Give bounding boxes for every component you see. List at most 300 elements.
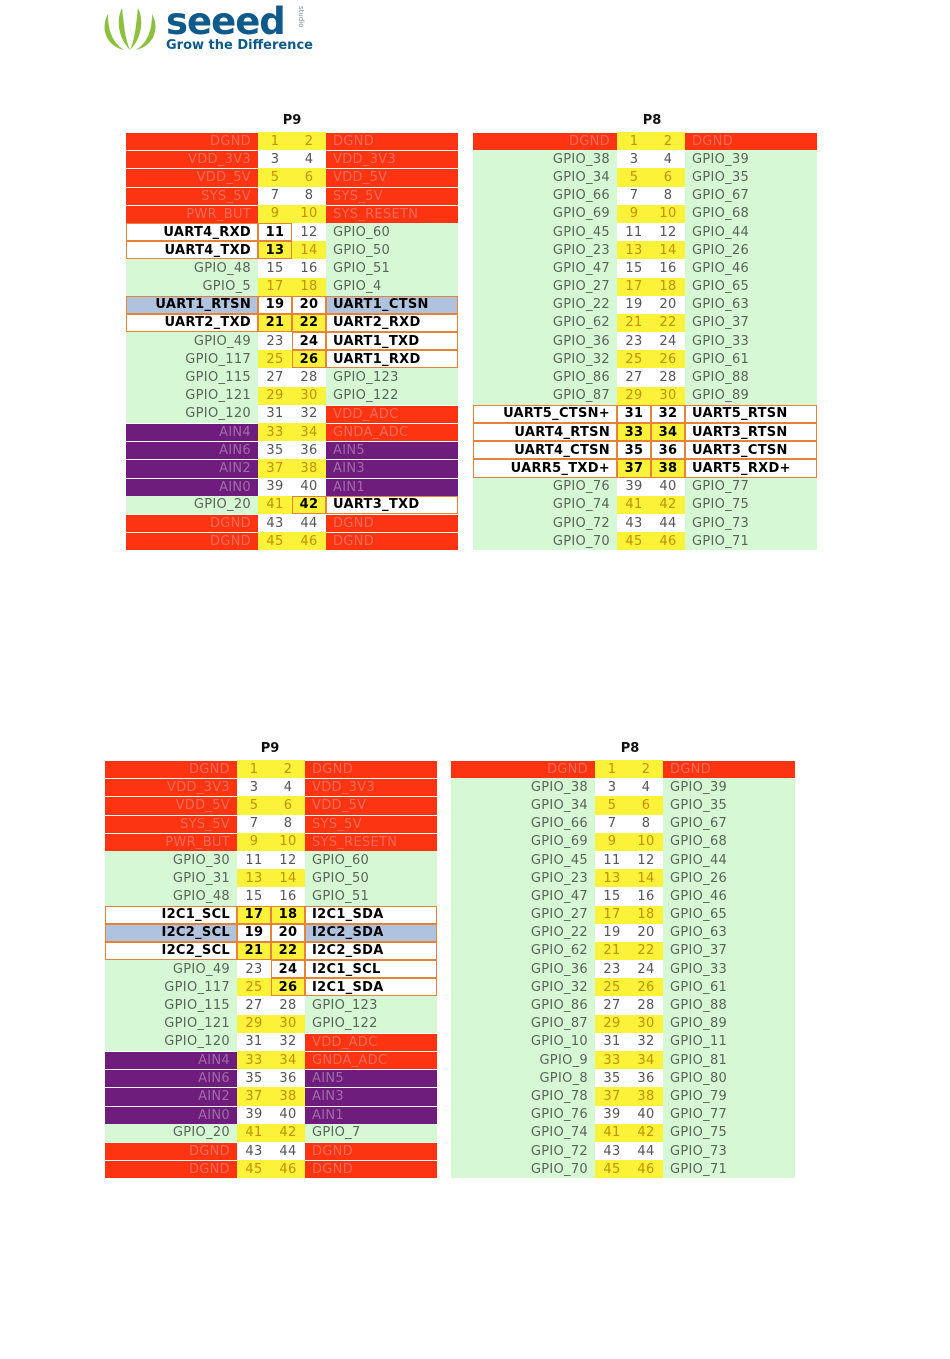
pin-name-right: GPIO_44 (663, 851, 795, 869)
pin-name-left: SYS_5V (126, 187, 258, 205)
pin-number-odd: 27 (258, 368, 292, 386)
pin-name-right: DGND (326, 514, 458, 532)
pin-name-right: VDD_5V (305, 796, 437, 814)
pin-number-even: 46 (271, 1160, 305, 1178)
pin-name-right: GPIO_75 (685, 496, 817, 514)
pin-number-odd: 15 (258, 259, 292, 277)
pin-number-odd: 35 (595, 1069, 629, 1087)
pin-number-odd: 29 (617, 387, 651, 405)
pin-name-left: AIN4 (126, 423, 258, 441)
pin-name-left: GPIO_62 (451, 942, 595, 960)
pin-name-left: UART5_CTSN+ (473, 405, 617, 423)
pin-name-right: GPIO_33 (663, 960, 795, 978)
pin-number-even: 36 (292, 441, 326, 459)
pin-name-left: GPIO_31 (105, 869, 237, 887)
pin-number-even: 10 (271, 833, 305, 851)
pin-name-left: DGND (126, 532, 258, 550)
pin-number-odd: 13 (617, 241, 651, 259)
pin-number-even: 42 (271, 1124, 305, 1142)
pin-number-even: 10 (629, 833, 663, 851)
pin-name-left: UART4_TXD (126, 241, 258, 259)
pin-name-left: UART4_RXD (126, 223, 258, 241)
pin-number-even: 40 (651, 478, 685, 496)
pin-name-left: GPIO_32 (451, 978, 595, 996)
pin-number-odd: 37 (617, 459, 651, 477)
pin-number-even: 22 (292, 314, 326, 332)
pin-number-odd: 15 (617, 259, 651, 277)
pin-name-right: VDD_ADC (326, 405, 458, 423)
pin-number-even: 26 (271, 978, 305, 996)
pin-number-odd: 29 (595, 1015, 629, 1033)
pin-name-right: AIN1 (326, 478, 458, 496)
pin-name-left: DGND (473, 132, 617, 150)
pin-number-even: 8 (292, 187, 326, 205)
pin-number-even: 26 (629, 978, 663, 996)
pin-number-even: 22 (651, 314, 685, 332)
pin-name-right: I2C1_SDA (305, 906, 437, 924)
pin-number-odd: 33 (617, 423, 651, 441)
pin-number-even: 10 (651, 205, 685, 223)
pin-name-right: VDD_ADC (305, 1033, 437, 1051)
pin-number-odd: 41 (237, 1124, 271, 1142)
pin-name-left: GPIO_115 (126, 368, 258, 386)
pin-name-left: GPIO_74 (451, 1124, 595, 1142)
pin-number-odd: 7 (237, 815, 271, 833)
pin-number-even: 30 (629, 1015, 663, 1033)
pin-name-right: I2C1_SDA (305, 978, 437, 996)
pin-name-right: GPIO_123 (326, 368, 458, 386)
pin-number-odd: 45 (617, 532, 651, 550)
pin-name-right: UART1_TXD (326, 332, 458, 350)
pin-number-odd: 17 (617, 278, 651, 296)
pin-name-left: GPIO_9 (451, 1051, 595, 1069)
pin-name-right: GPIO_7 (305, 1124, 437, 1142)
pin-number-even: 42 (629, 1124, 663, 1142)
pin-name-right: SYS_RESETN (326, 205, 458, 223)
pin-number-even: 18 (651, 278, 685, 296)
seeed-logo (100, 0, 313, 54)
pin-number-even: 28 (629, 996, 663, 1014)
pin-number-odd: 37 (237, 1087, 271, 1105)
pin-name-left: GPIO_66 (473, 187, 617, 205)
pin-name-left: GPIO_32 (473, 350, 617, 368)
pin-name-right: GPIO_75 (663, 1124, 795, 1142)
pin-name-right: UART3_CTSN (685, 441, 817, 459)
pin-number-even: 2 (629, 760, 663, 778)
pin-name-left: AIN6 (126, 441, 258, 459)
pin-name-right: GPIO_68 (685, 205, 817, 223)
pin-number-even: 30 (271, 1015, 305, 1033)
pin-name-right: GPIO_71 (663, 1160, 795, 1178)
pin-name-left: GPIO_76 (451, 1106, 595, 1124)
pin-number-even: 42 (651, 496, 685, 514)
pin-name-left: DGND (105, 1160, 237, 1178)
pin-number-even: 34 (651, 423, 685, 441)
pin-number-even: 22 (629, 942, 663, 960)
pin-number-odd: 27 (595, 996, 629, 1014)
pin-name-left: AIN6 (105, 1069, 237, 1087)
pin-number-odd: 31 (617, 405, 651, 423)
pin-number-odd: 1 (595, 760, 629, 778)
pin-number-even: 2 (271, 760, 305, 778)
pin-number-odd: 17 (258, 278, 292, 296)
pin-name-right: UART1_CTSN (326, 296, 458, 314)
pin-name-left: GPIO_47 (451, 887, 595, 905)
pin-name-left: GPIO_74 (473, 496, 617, 514)
pin-name-right: GPIO_80 (663, 1069, 795, 1087)
pin-number-odd: 9 (595, 833, 629, 851)
pin-number-odd: 13 (237, 869, 271, 887)
pin-number-odd: 1 (258, 132, 292, 150)
pin-number-odd: 39 (237, 1106, 271, 1124)
pin-name-left: AIN0 (126, 478, 258, 496)
pin-name-left: GPIO_120 (126, 405, 258, 423)
pin-name-left: AIN2 (105, 1087, 237, 1105)
pin-number-odd: 31 (595, 1033, 629, 1051)
pin-number-odd: 23 (595, 960, 629, 978)
pin-name-right: GPIO_37 (685, 314, 817, 332)
pin-name-right: VDD_3V3 (326, 150, 458, 168)
pin-number-odd: 39 (595, 1106, 629, 1124)
pin-number-odd: 25 (595, 978, 629, 996)
pin-number-odd: 21 (258, 314, 292, 332)
pin-number-even: 20 (292, 296, 326, 314)
pin-name-right: GPIO_89 (685, 387, 817, 405)
pin-name-left: PWR_BUT (126, 205, 258, 223)
pin-number-even: 34 (271, 1051, 305, 1069)
pin-number-even: 28 (651, 368, 685, 386)
pin-number-even: 28 (271, 996, 305, 1014)
pin-number-even: 44 (651, 514, 685, 532)
pin-name-right: SYS_RESETN (305, 833, 437, 851)
pin-name-right: GNDA_ADC (305, 1051, 437, 1069)
pin-number-odd: 27 (237, 996, 271, 1014)
pin-number-even: 14 (651, 241, 685, 259)
pin-number-odd: 35 (237, 1069, 271, 1087)
pin-name-left: GPIO_30 (105, 851, 237, 869)
pin-number-odd: 35 (617, 441, 651, 459)
pin-number-even: 8 (651, 187, 685, 205)
pin-number-even: 12 (651, 223, 685, 241)
pin-number-odd: 45 (237, 1160, 271, 1178)
pin-number-even: 6 (271, 796, 305, 814)
pin-name-left: GPIO_22 (473, 296, 617, 314)
pin-name-right: GPIO_81 (663, 1051, 795, 1069)
pin-name-right: GPIO_60 (326, 223, 458, 241)
pin-number-even: 46 (292, 532, 326, 550)
pin-name-left: GPIO_34 (473, 168, 617, 186)
pin-number-even: 36 (651, 441, 685, 459)
pin-number-odd: 41 (258, 496, 292, 514)
pin-name-left: VDD_5V (105, 796, 237, 814)
pin-name-left: I2C1_SCL (105, 906, 237, 924)
pin-number-odd: 15 (595, 887, 629, 905)
pin-name-left: VDD_3V3 (126, 150, 258, 168)
pin-name-right: GPIO_77 (663, 1106, 795, 1124)
pin-number-odd: 7 (595, 815, 629, 833)
pin-number-odd: 33 (237, 1051, 271, 1069)
pin-name-left: SYS_5V (105, 815, 237, 833)
pin-number-odd: 21 (617, 314, 651, 332)
pin-number-odd: 5 (237, 796, 271, 814)
pin-number-even: 6 (629, 796, 663, 814)
pin-number-odd: 19 (258, 296, 292, 314)
pin-number-odd: 3 (617, 150, 651, 168)
pin-number-odd: 33 (595, 1051, 629, 1069)
pin-name-right: DGND (305, 760, 437, 778)
pin-number-even: 32 (629, 1033, 663, 1051)
pin-name-right: GPIO_88 (663, 996, 795, 1014)
pin-number-even: 2 (651, 132, 685, 150)
pin-name-left: UARR5_TXD+ (473, 459, 617, 477)
pin-name-right: GPIO_61 (663, 978, 795, 996)
pin-name-right: AIN3 (326, 459, 458, 477)
pin-name-right: AIN5 (305, 1069, 437, 1087)
pin-name-left: GPIO_27 (473, 278, 617, 296)
pin-number-even: 44 (629, 1142, 663, 1160)
pin-name-right: AIN3 (305, 1087, 437, 1105)
pin-name-right: GPIO_26 (685, 241, 817, 259)
pin-number-odd: 23 (237, 960, 271, 978)
pin-number-even: 24 (292, 332, 326, 350)
pin-name-left: AIN4 (105, 1051, 237, 1069)
pin-number-even: 12 (271, 851, 305, 869)
pin-number-even: 42 (292, 496, 326, 514)
pin-name-right: GPIO_77 (685, 478, 817, 496)
pin-number-odd: 25 (617, 350, 651, 368)
pin-number-odd: 23 (617, 332, 651, 350)
pin-name-left: DGND (105, 1142, 237, 1160)
pin-number-even: 4 (651, 150, 685, 168)
pin-number-odd: 7 (258, 187, 292, 205)
pin-name-right: GPIO_65 (685, 278, 817, 296)
pin-number-even: 18 (271, 906, 305, 924)
pin-number-odd: 43 (258, 514, 292, 532)
pin-name-right: GPIO_79 (663, 1087, 795, 1105)
pin-number-even: 46 (651, 532, 685, 550)
pin-number-odd: 45 (258, 532, 292, 550)
pin-number-odd: 11 (617, 223, 651, 241)
pin-name-right: GPIO_26 (663, 869, 795, 887)
pin-number-even: 38 (271, 1087, 305, 1105)
pin-name-right: UART5_RTSN (685, 405, 817, 423)
pin-number-even: 24 (629, 960, 663, 978)
pin-name-right: GPIO_46 (663, 887, 795, 905)
pin-number-odd: 29 (237, 1015, 271, 1033)
pin-name-right: GPIO_61 (685, 350, 817, 368)
pin-number-odd: 37 (258, 459, 292, 477)
pin-number-even: 32 (292, 405, 326, 423)
pin-number-even: 36 (271, 1069, 305, 1087)
pin-name-right: DGND (663, 760, 795, 778)
pin-name-left: UART4_CTSN (473, 441, 617, 459)
pin-number-odd: 19 (237, 924, 271, 942)
pin-name-right: GPIO_122 (305, 1015, 437, 1033)
pin-name-right: AIN5 (326, 441, 458, 459)
pin-number-odd: 25 (237, 978, 271, 996)
pin-number-odd: 33 (258, 423, 292, 441)
pin-name-right: GPIO_33 (685, 332, 817, 350)
pin-number-odd: 35 (258, 441, 292, 459)
pin-name-right: DGND (685, 132, 817, 150)
pin-name-left: DGND (126, 132, 258, 150)
pin-name-right: GPIO_73 (685, 514, 817, 532)
pin-name-right: GPIO_35 (663, 796, 795, 814)
pin-name-left: GPIO_87 (473, 387, 617, 405)
pin-number-odd: 43 (237, 1142, 271, 1160)
pin-number-even: 38 (292, 459, 326, 477)
pin-number-odd: 43 (595, 1142, 629, 1160)
pin-name-right: GPIO_65 (663, 906, 795, 924)
pin-number-even: 30 (292, 387, 326, 405)
pin-number-even: 34 (629, 1051, 663, 1069)
pin-name-left: GPIO_38 (473, 150, 617, 168)
pin-number-odd: 9 (237, 833, 271, 851)
pin-name-left: VDD_5V (126, 168, 258, 186)
pin-name-left: GPIO_78 (451, 1087, 595, 1105)
pin-name-right: GPIO_122 (326, 387, 458, 405)
pin-name-right: VDD_5V (326, 168, 458, 186)
logo-studio-label: studio (297, 6, 305, 28)
pin-name-right: GPIO_67 (663, 815, 795, 833)
pin-number-even: 44 (271, 1142, 305, 1160)
pin-name-left: GPIO_45 (451, 851, 595, 869)
pin-number-odd: 3 (258, 150, 292, 168)
i2c-p8-pinout-table (451, 760, 795, 1178)
pin-name-left: GPIO_45 (473, 223, 617, 241)
pin-number-odd: 3 (237, 778, 271, 796)
pin-name-right: GNDA_ADC (326, 423, 458, 441)
pin-name-left: GPIO_23 (473, 241, 617, 259)
pin-number-even: 4 (271, 778, 305, 796)
pin-name-right: GPIO_46 (685, 259, 817, 277)
pin-number-even: 26 (292, 350, 326, 368)
pin-number-odd: 29 (258, 387, 292, 405)
pin-name-left: AIN0 (105, 1106, 237, 1124)
i2c-p9-pinout-table (105, 760, 437, 1178)
pin-number-even: 38 (651, 459, 685, 477)
pin-name-left: GPIO_121 (105, 1015, 237, 1033)
pin-number-odd: 11 (258, 223, 292, 241)
pin-name-left: GPIO_72 (473, 514, 617, 532)
pin-name-right: GPIO_88 (685, 368, 817, 386)
pin-number-odd: 41 (595, 1124, 629, 1142)
i2c-p9-header: P9 (260, 741, 280, 756)
uart-p8-header: P8 (642, 113, 662, 128)
pin-name-right: GPIO_51 (326, 259, 458, 277)
pin-name-right: SYS_5V (305, 815, 437, 833)
pin-number-even: 40 (271, 1106, 305, 1124)
pin-name-left: GPIO_69 (451, 833, 595, 851)
pin-number-even: 32 (651, 405, 685, 423)
pin-name-right: I2C2_SDA (305, 942, 437, 960)
pin-name-left: GPIO_86 (473, 368, 617, 386)
pin-number-even: 12 (292, 223, 326, 241)
pin-name-left: GPIO_76 (473, 478, 617, 496)
pin-name-left: GPIO_48 (126, 259, 258, 277)
pin-name-left: GPIO_66 (451, 815, 595, 833)
logo-wordmark: seeed (166, 0, 285, 43)
pin-number-even: 16 (292, 259, 326, 277)
pin-name-left: GPIO_22 (451, 924, 595, 942)
pin-name-right: I2C1_SCL (305, 960, 437, 978)
pin-number-odd: 3 (595, 778, 629, 796)
pin-name-left: GPIO_23 (451, 869, 595, 887)
pin-name-left: GPIO_20 (105, 1124, 237, 1142)
pin-number-even: 10 (292, 205, 326, 223)
pin-number-odd: 17 (237, 906, 271, 924)
pin-name-right: UART3_RTSN (685, 423, 817, 441)
pin-number-odd: 5 (617, 168, 651, 186)
pin-number-odd: 19 (595, 924, 629, 942)
pin-name-right: GPIO_37 (663, 942, 795, 960)
pin-name-left: UART4_RTSN (473, 423, 617, 441)
pin-name-left: GPIO_117 (126, 350, 258, 368)
pin-number-odd: 31 (258, 405, 292, 423)
leaf-icon (100, 4, 160, 56)
pin-number-odd: 37 (595, 1087, 629, 1105)
pin-name-left: GPIO_62 (473, 314, 617, 332)
pin-number-odd: 7 (617, 187, 651, 205)
pin-name-right: GPIO_123 (305, 996, 437, 1014)
pin-name-right: DGND (305, 1160, 437, 1178)
pin-number-odd: 23 (258, 332, 292, 350)
pin-number-odd: 25 (258, 350, 292, 368)
pin-number-odd: 31 (237, 1033, 271, 1051)
pin-number-odd: 39 (617, 478, 651, 496)
i2c-p8-header: P8 (620, 741, 640, 756)
pin-name-right: GPIO_60 (305, 851, 437, 869)
pin-name-right: GPIO_67 (685, 187, 817, 205)
logo-tagline: Grow the Difference (166, 38, 313, 53)
pin-number-even: 2 (292, 132, 326, 150)
pin-name-right: GPIO_71 (685, 532, 817, 550)
pin-name-left: GPIO_69 (473, 205, 617, 223)
pin-name-left: DGND (126, 514, 258, 532)
pin-name-right: GPIO_44 (685, 223, 817, 241)
pin-number-even: 34 (292, 423, 326, 441)
pin-number-odd: 15 (237, 887, 271, 905)
pin-name-left: I2C2_SCL (105, 924, 237, 942)
pin-number-odd: 19 (617, 296, 651, 314)
pin-name-right: GPIO_63 (663, 924, 795, 942)
uart-p8-pinout-table (473, 132, 817, 550)
pin-name-left: AIN2 (126, 459, 258, 477)
pin-name-left: GPIO_120 (105, 1033, 237, 1051)
pin-number-even: 4 (629, 778, 663, 796)
pin-number-odd: 11 (595, 851, 629, 869)
pin-name-left: UART2_TXD (126, 314, 258, 332)
pin-name-right: GPIO_11 (663, 1033, 795, 1051)
pin-number-odd: 43 (617, 514, 651, 532)
pin-number-even: 36 (629, 1069, 663, 1087)
pin-number-odd: 5 (595, 796, 629, 814)
pin-number-odd: 13 (595, 869, 629, 887)
pin-number-odd: 21 (595, 942, 629, 960)
pin-number-even: 22 (271, 942, 305, 960)
pin-number-even: 28 (292, 368, 326, 386)
pin-name-left: GPIO_36 (473, 332, 617, 350)
pin-name-left: GPIO_70 (473, 532, 617, 550)
pin-number-even: 6 (651, 168, 685, 186)
pin-name-left: GPIO_117 (105, 978, 237, 996)
pin-name-left: GPIO_36 (451, 960, 595, 978)
pin-name-right: DGND (326, 532, 458, 550)
uart-p9-header: P9 (282, 113, 302, 128)
pin-name-left: GPIO_70 (451, 1160, 595, 1178)
pin-number-odd: 11 (237, 851, 271, 869)
pin-name-left: DGND (105, 760, 237, 778)
